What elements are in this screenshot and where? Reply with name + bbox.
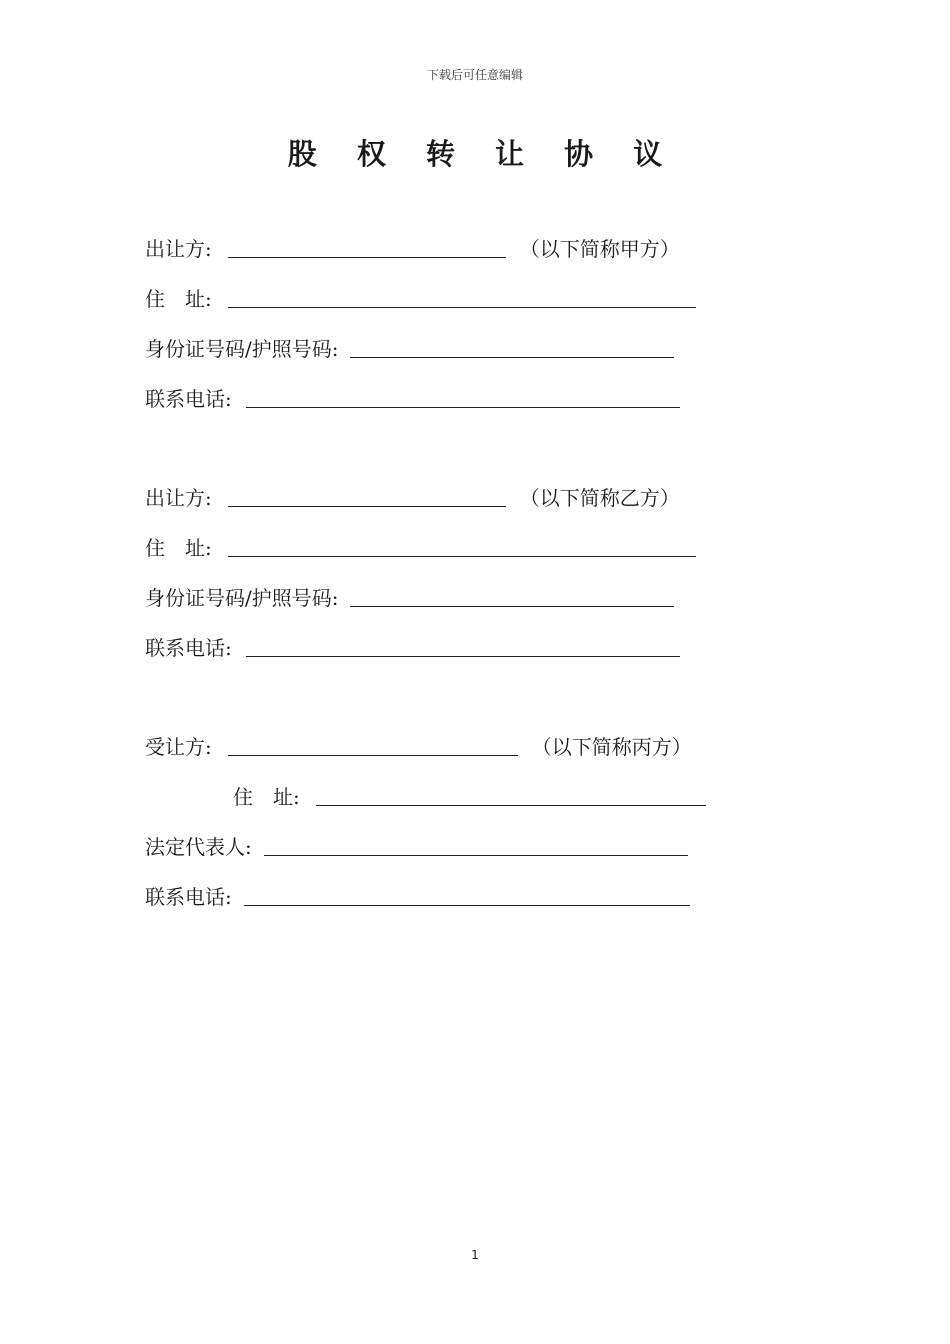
party-a-name-field[interactable]: [228, 256, 506, 258]
party-c-rep-field[interactable]: [264, 854, 688, 856]
page-number: 1: [471, 1248, 479, 1262]
party-a-address-field[interactable]: [228, 306, 696, 308]
party-c-name-row: [145, 730, 692, 760]
party-c-name-field[interactable]: [228, 754, 518, 756]
party-b-id-row: [145, 581, 674, 611]
party-b-name-field[interactable]: [228, 505, 506, 507]
page-header: 下载后可任意编辑: [426, 68, 523, 82]
party-c-address-field[interactable]: [316, 804, 706, 806]
party-a-phone-row: [145, 382, 680, 412]
party-a-phone-field[interactable]: [246, 406, 680, 408]
party-c-phone-field[interactable]: [244, 904, 690, 906]
party-c-alias: （以下简称丙方）: [531, 735, 692, 759]
party-a-phone-label: 联系电话:: [145, 387, 232, 411]
party-c-address-label: 住 址:: [233, 785, 300, 809]
party-b-phone-label: 联系电话:: [145, 636, 232, 660]
party-c-rep-label: 法定代表人:: [145, 835, 252, 859]
party-a-address-row: [145, 282, 696, 312]
party-b-id-field[interactable]: [350, 605, 674, 607]
party-b-address-row: [145, 531, 696, 561]
party-a-name-row: [145, 232, 680, 262]
party-b-id-label: 身份证号码/护照号码:: [145, 586, 339, 610]
document-title: 股 权 转 让 协 议: [287, 137, 678, 171]
party-c-phone-label: 联系电话:: [145, 885, 232, 909]
party-c-address-row: [233, 780, 706, 810]
party-b-address-label: 住 址:: [145, 536, 212, 560]
party-b-address-field[interactable]: [228, 555, 696, 557]
party-a-id-field[interactable]: [350, 356, 674, 358]
party-b-phone-field[interactable]: [246, 655, 680, 657]
party-a-name-label: 出让方:: [145, 237, 212, 261]
party-a-id-row: [145, 332, 674, 362]
party-a-address-label: 住 址:: [145, 287, 212, 311]
party-b-phone-row: [145, 631, 680, 661]
party-c-rep-row: [145, 830, 688, 860]
party-c-phone-row: [145, 880, 690, 910]
party-a-alias: （以下简称甲方）: [519, 237, 680, 261]
party-b-name-row: [145, 481, 680, 511]
party-c-name-label: 受让方:: [145, 735, 212, 759]
party-a-id-label: 身份证号码/护照号码:: [145, 337, 339, 361]
party-b-alias: （以下简称乙方）: [519, 486, 680, 510]
party-b-name-label: 出让方:: [145, 486, 212, 510]
